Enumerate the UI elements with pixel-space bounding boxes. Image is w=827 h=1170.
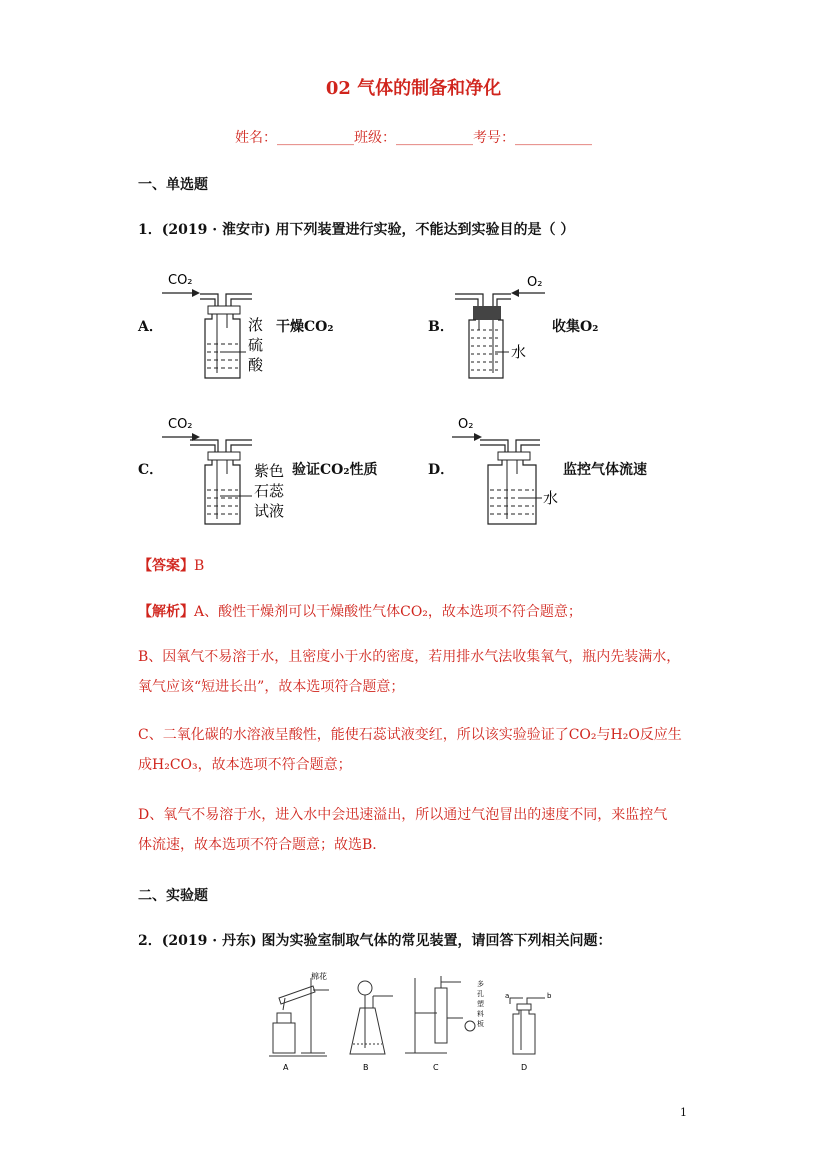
section-heading-single-choice: 一、单选题 <box>138 177 208 193</box>
figure-d-gas-label: O₂ <box>458 417 474 432</box>
analysis-a <box>138 601 582 621</box>
figure-c-liquid-2: 石蕊 <box>254 482 285 500</box>
option-c-letter: C． <box>138 462 164 478</box>
label-d: D <box>521 1063 528 1072</box>
plate-label-5: 板 <box>477 1020 484 1028</box>
answer-value: B <box>194 558 205 574</box>
label-b: B <box>363 1063 369 1072</box>
analysis-d <box>138 800 698 860</box>
label-a: A <box>283 1063 289 1072</box>
plate-label-1: 多 <box>477 980 484 988</box>
analysis-c-line-2: 成H₂CO₃，故本选项不符合题意； <box>138 757 352 773</box>
option-b-text: 收集O₂ <box>552 319 599 335</box>
question-2-stem: 2．(2019 · 丹东) 图为实验室制取气体的常见装置，请回答下列相关问题： <box>138 933 612 949</box>
apparatus-d-figure <box>450 410 565 535</box>
option-a-text: 干燥CO₂ <box>276 319 334 335</box>
analysis-a-text: A、酸性干燥剂可以干燥酸性气体CO₂，故本选项不符合题意； <box>194 604 582 620</box>
figure-c-liquid-3: 试液 <box>254 502 285 520</box>
apparatus-b-flask <box>350 981 393 1054</box>
page-number: 1 <box>680 1106 687 1119</box>
section-heading-experiment: 二、实验题 <box>138 888 208 904</box>
question-1-stem: 1．(2019 · 淮安市) 用下列装置进行实验，不能达到实验目的是（ ） <box>138 222 575 238</box>
answer-tag: 【答案】 <box>138 558 194 574</box>
apparatus-b-figure <box>445 266 555 386</box>
figure-c-liquid-1: 紫色 <box>254 462 285 480</box>
analysis-tag: 【解析】 <box>138 604 194 620</box>
analysis-d-line-2: 体流速，故本选项不符合题意；故选B. <box>138 837 377 853</box>
cotton-label: 棉花 <box>311 972 327 981</box>
apparatus-c-stand <box>405 976 475 1053</box>
apparatus-c-figure <box>160 410 295 535</box>
analysis-c <box>138 720 698 780</box>
option-c-text: 验证CO₂性质 <box>292 462 378 478</box>
option-d-letter: D． <box>428 462 455 478</box>
option-d-text: 监控气体流速 <box>563 462 647 478</box>
label-c: C <box>433 1063 439 1072</box>
analysis-b <box>138 642 698 702</box>
figure-a-gas-label: CO₂ <box>168 273 193 288</box>
figure-c-gas-label: CO₂ <box>168 417 193 432</box>
option-a-letter: A． <box>138 319 163 335</box>
student-info-line: 姓名：___________班级：___________考号：___________ <box>235 130 592 146</box>
apparatus-d-bottle <box>510 998 545 1054</box>
figure-a-liquid-1: 浓 <box>248 316 264 334</box>
port-a-label: a <box>505 992 510 1000</box>
apparatus-a-figure <box>160 266 280 386</box>
analysis-d-line-1: D、氧气不易溶于水，进入水中会迅速溢出，所以通过气泡冒出的速度不同，来监控气 <box>138 807 668 823</box>
plate-label-3: 塑 <box>477 1000 484 1008</box>
plate-label-4: 料 <box>477 1010 484 1018</box>
option-b-letter: B． <box>428 319 454 335</box>
analysis-c-line-1: C、二氧化碳的水溶液呈酸性，能使石蕊试液变红，所以该实验验证了CO₂与H₂O反应生 <box>138 727 682 743</box>
analysis-b-line-2: 氧气应该“短进长出”，故本选项符合题意； <box>138 679 405 695</box>
lab-apparatus-figure <box>265 968 565 1078</box>
plate-label-2: 孔 <box>477 990 484 998</box>
analysis-b-line-1: B、因氧气不易溶于水，且密度小于水的密度，若用排水气法收集氧气，瓶内先装满水， <box>138 649 681 665</box>
figure-b-gas-label: O₂ <box>527 275 543 290</box>
apparatus-a-heating <box>269 978 329 1056</box>
figure-a-liquid-2: 硫 <box>248 336 264 354</box>
answer-line <box>138 555 204 575</box>
page-title: 02 气体的制备和净化 <box>325 78 502 99</box>
figure-a-liquid-3: 酸 <box>248 356 264 374</box>
figure-d-liquid: 水 <box>543 489 559 507</box>
port-b-label: b <box>547 992 552 1000</box>
figure-b-liquid: 水 <box>511 343 527 361</box>
